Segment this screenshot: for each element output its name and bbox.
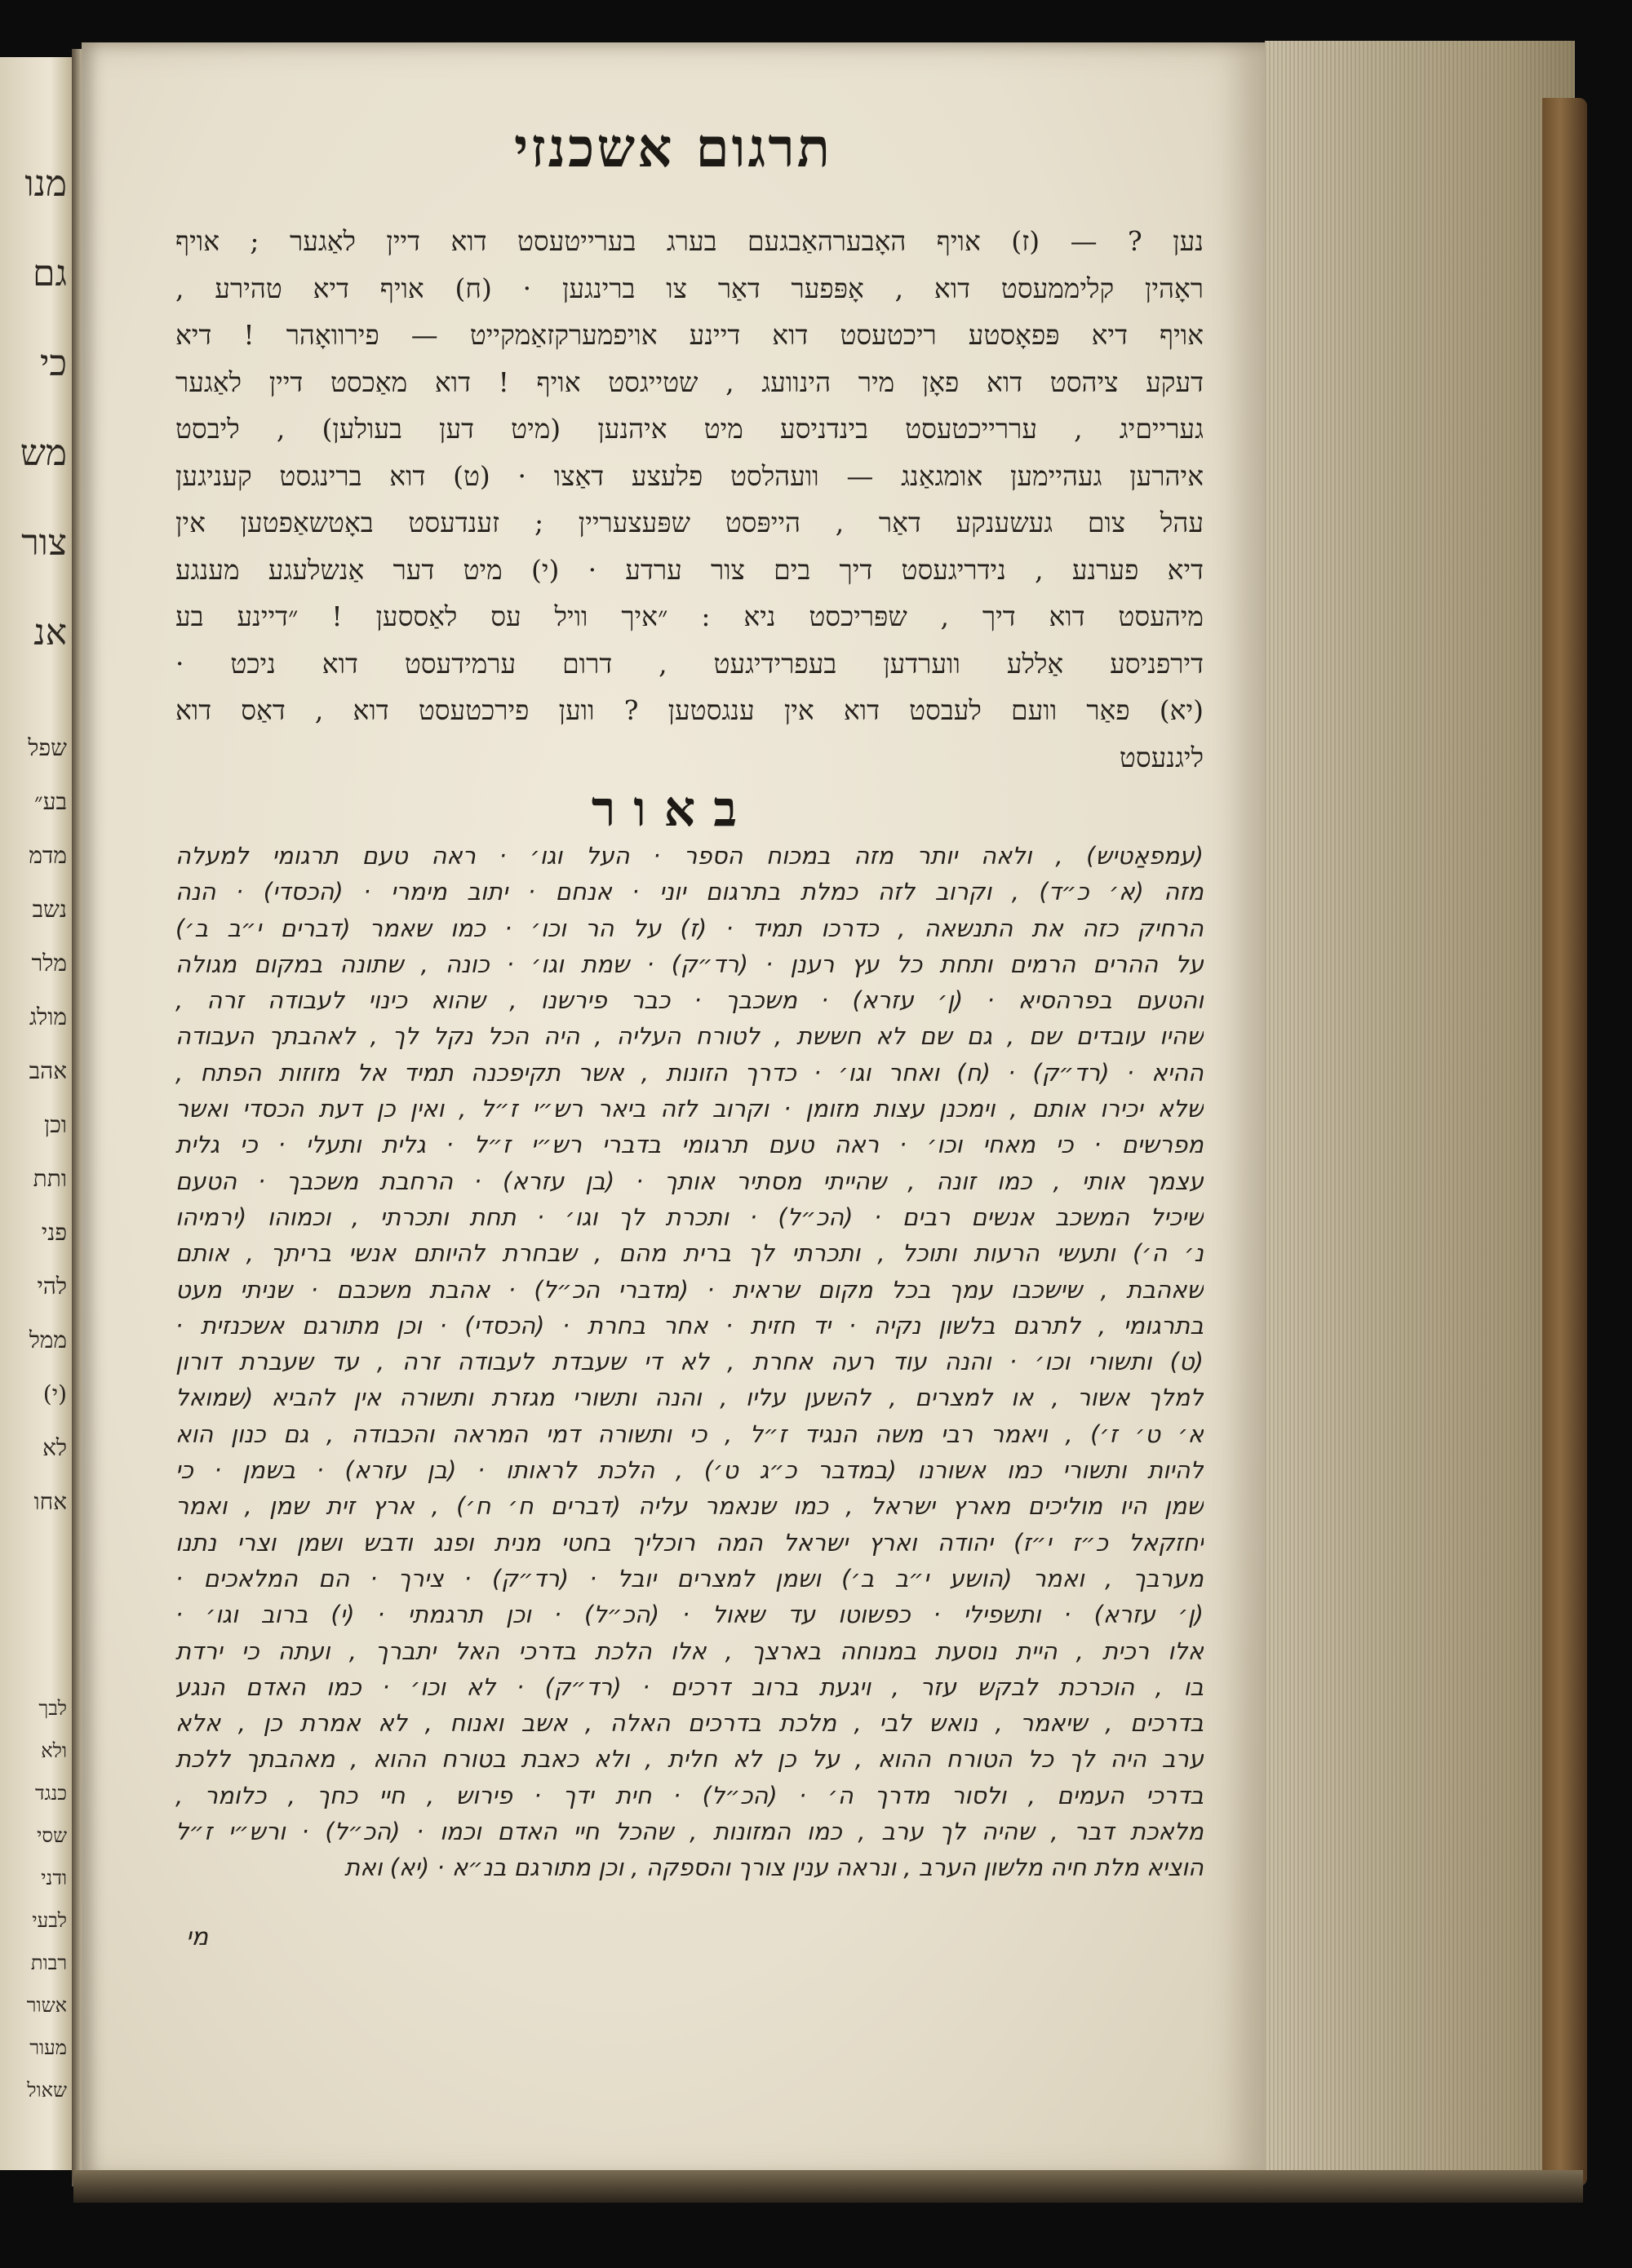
commentary-line: ערב היה לך כל הטורח ההוא , על כן לא חלית , ולא כאבת בטורח ההוא , מאהבתך ללכת — [175, 1745, 1204, 1774]
left-page-fragment: אחו — [33, 1488, 67, 1515]
left-page-fragment: אנ — [33, 612, 67, 653]
commentary-line: עצמך אותי , כמו זונה , שהייתי מסתיר אותך · (בן עזרא) · הרחבת משכבך · הטעם — [175, 1167, 1204, 1195]
commentary-line: למלך אשור , או למצרים , להשען עליו , והנה ותשורי מגזרת ותשורה אין להביא (שמואל — [175, 1384, 1204, 1412]
left-page-fragment: מלר — [31, 950, 67, 977]
translation-line: דירפניסע אַללע ווערדען בעפרידיגעט , דרום ערמידעסט דוא ניכט · — [175, 647, 1204, 680]
commentary-line: שמן היו מוליכים מארץ ישראל , כמו שנאמר עליה (דברים ח׳ ח׳) , ארץ זית שמן , ואמר — [175, 1492, 1204, 1521]
cover-board — [1542, 98, 1587, 2186]
left-page-fragment: לבעי — [32, 1909, 67, 1932]
commentary-line: מזה (א׳ כ״ד) , וקרוב לזה כמלת בתרגום יוני · אנחם · יתוב מימרי · (הכסדי) · הנה — [175, 878, 1204, 906]
left-page-fragment: צור — [21, 522, 67, 564]
translation-line: ליגנעסט — [1119, 741, 1204, 773]
commentary-line: נ׳ ה׳) ותעשי הרעות ותוכל , ותכרתי לך ברית מהם , שבחרת להיותם אנשי בריתך , אותם — [175, 1239, 1204, 1268]
commentary-line: מלאכת דבר , שהיה לך ערב , כמו המזונות , שהכל חיי האדם וכמו · (הכ״ל) · ורש״י ז״ל — [175, 1818, 1204, 1846]
commentary-line: (ט) ותשורי וכו׳ · והנה עוד רעה אחרת , לא די שעבדת לעבודה זרה , עד שעברת דורון — [175, 1348, 1204, 1376]
commentary-line: מפרשים · כי מאחי וכו׳ · ראה טעם תרגומי בדברי רש״י ז״ל · גלית ותעלי · כי גלית — [175, 1131, 1204, 1159]
left-page-fragment: ותת — [33, 1165, 67, 1192]
commentary-line: שיכיל המשכב אנשים רבים · (הכ״ל) · ותכרת לך וגו׳ · תחת ותכרתי , וכמוהו (ירמיהו — [175, 1203, 1204, 1231]
translation-line: איהרען געהיימען אומגאַנג — וועהלסט פלעצע דאַצו · (ט) דוא ברינגסט קעניגען — [175, 459, 1204, 492]
translation-text — [175, 218, 1204, 781]
left-page-fragment: ודני — [41, 1867, 67, 1889]
right-page — [82, 42, 1265, 2180]
left-page-fragment: כנגד — [35, 1782, 67, 1805]
commentary-line: שאהבת , שישכבו עמך בכל מקום שראית · (מדברי הכ״ל) · אהבת משכבם · שניתי מעט — [175, 1275, 1204, 1304]
left-page-fragment: לבך — [38, 1697, 67, 1720]
left-page-fragment: מולג — [29, 1003, 67, 1030]
commentary-line: והטעם בפרהסיא · (ן׳ עזרא) · משכבך · כבר פירשנו , שהוא כינוי לעבודה זרה , — [175, 986, 1204, 1015]
commentary-line: בו , הוכרכת לבקש עזר , ויגעת ברוב דרכים · (רד״ק) · לא וכו׳ · כמו האדם הנגע — [175, 1672, 1204, 1701]
translation-line: אויף דיא פּפאָסטע ריכטעסט דוא דיינע אויפמערקזאַמקייט — פירוואָהר ! דיא — [175, 319, 1204, 351]
commentary-line: על ההרים הרמים ותחת כל עץ רענן · (רד״ק) · שמת וגו׳ · כונה , שתונה במקום מגולה — [175, 950, 1204, 978]
commentary-line: יחזקאל כ״ז י״ז) יהודה וארץ ישראל המה רוכליך בחטי מנית ופנג ודבש ושמן וצרי נתנו — [175, 1528, 1204, 1557]
left-page-fragment: (י) — [42, 1380, 67, 1407]
left-facing-page — [0, 57, 74, 2170]
commentary-line: שהיו עובדים שם , גם שם לא חששת , לטורח העליה , היה הכל נקל לך , לאהבתך העבודה — [175, 1022, 1204, 1051]
left-page-fragment: ולא — [41, 1739, 67, 1762]
left-page-fragment: לא — [42, 1434, 67, 1461]
catchword: מי — [186, 1923, 209, 1951]
left-page-fragment: נשב — [32, 896, 67, 923]
left-page-fragment: פני — [41, 1219, 67, 1246]
left-page-fragment: מש — [20, 432, 67, 474]
running-head: תרגום אשכנזי — [513, 116, 833, 179]
translation-line: (יא) פאַר וועם לעבסט דוא אין ענגסטען ? ווען פירכטעסט דוא , דאַס דוא — [175, 694, 1204, 726]
left-page-fragment: בע״ — [34, 788, 67, 815]
left-page-fragment: ממל — [29, 1327, 67, 1353]
commentary-line: בדרכי העמים , ולסור מדרך ה׳ · (הכ״ל) · חית ידך · פירוש , חיי כחך , כלומר , — [175, 1781, 1204, 1810]
left-page-fragment: שאול — [27, 2079, 67, 2102]
translation-line: מיהעסט דוא דיך , שפּריכסט ניא : ״איך וויל עס לאַססען ! ״דיינע בע — [175, 600, 1204, 632]
left-page-fragment: רבות — [30, 1951, 67, 1974]
commentary-line: (עמפאַטיש) , ולאה יותר מזה במכוח הספר · העל וגו׳ · ראה טעם תרגומי למעלה — [175, 842, 1204, 870]
left-page-fragment: שסי — [37, 1824, 67, 1847]
left-page-fragment: אהב — [29, 1057, 67, 1084]
bottom-edge — [73, 2170, 1583, 2203]
fore-edge — [1265, 41, 1575, 2186]
commentary-line: בדרכים , שיאמר , נואש לבי , מלכת בדרכים האלה , אשב ואנוח , לא אמרת כן , אלא — [175, 1709, 1204, 1738]
commentary-line: אלו רכית , היית נוסעת במנוחה בארצך , אלו הלכת בדרכי האל יתברך , ועתה כי ירדת — [175, 1637, 1204, 1665]
left-page-fragment: מדמ — [29, 842, 67, 869]
commentary-line: להיות ותשורי כמו אשורנו (במדבר כ״ג ט׳) , הלכת לראותו · (בן עזרא) · בשמן · כי — [175, 1456, 1204, 1485]
section-title-biur: באור — [591, 781, 756, 838]
left-page-fragment: גם — [33, 253, 67, 295]
translation-line: ראָהין קליממעסט דוא , אָפּפער דאַר צו ברינגען · (ח) אויף דיא טהירע , — [175, 272, 1204, 304]
left-page-fragment: אשור — [26, 1994, 67, 2017]
left-page-fragment: שפל — [28, 734, 67, 761]
commentary-line: שלא יכירו אותם , וימכנן עצות מזומן · וקרוב לזה ביאר רש״י ז״ל , ואין כן דעת הכסדי ואשר — [175, 1095, 1204, 1123]
left-page-fragment: וכן — [44, 1111, 67, 1138]
left-page-fragment: מעור — [29, 2036, 67, 2059]
commentary-line: מערבך , ואמר (הושע י״ב ב׳) ושמן למצרים יובל · (רד״ק) · צירך · הם המלאכים · — [175, 1564, 1204, 1592]
commentary-line: הוציא מלת חיה מלשון הערב , ונראה ענין צורך והספקה , וכן מתורגם בנ״א · (יא) ואת — [344, 1854, 1204, 1882]
translation-line: נען ? — (ז) אויף האָבערהאַבגעם בערג בערייטעסט דוא דיין לאַגער ; אויף — [175, 225, 1204, 257]
commentary-line: א׳ ט׳ ז׳) , ויאמר רבי משה הנגיד ז״ל , כי ותשורה דמי המראה והכבודה , גם כנון הוא — [175, 1420, 1204, 1448]
translation-line: עהל צום געשענקע דאַר , הייפּסט שפּעצעריין ; זענדעסט באָטשאַפטען אין — [175, 507, 1204, 538]
translation-line: גערייםיג , עררייכטעסט בינדניסע מיט איהנען (מיט דען בעולען) , ליבסט — [175, 413, 1204, 445]
commentary-text — [175, 838, 1204, 1886]
commentary-line: ההיא · (רד״ק) · (ח) ואחר וגו׳ · כדרך הזונות , אשר תקיפכנה תמיד אל מזוזות הפתח , — [175, 1058, 1204, 1087]
translation-line: דעקע ציהסט דוא פאָן מיר הינוועג , שטייגסט אויף ! דוא מאַכסט דיין לאַגער — [175, 365, 1204, 398]
commentary-line: בתרגומי , לתרגם בלשון נקיה · יד חזית · אחר בחרת · (הכסדי) · וכן מתורגם אשכנזית · — [175, 1311, 1204, 1340]
left-page-fragment: כי — [39, 343, 67, 384]
translation-line: דיא פערנע , נידריגעסט דיך בים צור ערדע · (י) מיט דער אַנשלעגע מענגע — [175, 553, 1204, 586]
commentary-line: הרחיק כזה את התנשאה , כדרכו תמיד · (ז) על הר וכו׳ · כמו שאמר (דברים י״ב ב׳) — [175, 914, 1204, 942]
left-page-fragment: להי — [37, 1273, 67, 1300]
left-page-fragment: מנו — [24, 163, 67, 205]
commentary-line: (ן׳ עזרא) · ותשפילי · כפשוטו עד שאול · (הכ״ל) · וכן תרגמתי · (י) ברוב וגו׳ · — [175, 1601, 1204, 1629]
